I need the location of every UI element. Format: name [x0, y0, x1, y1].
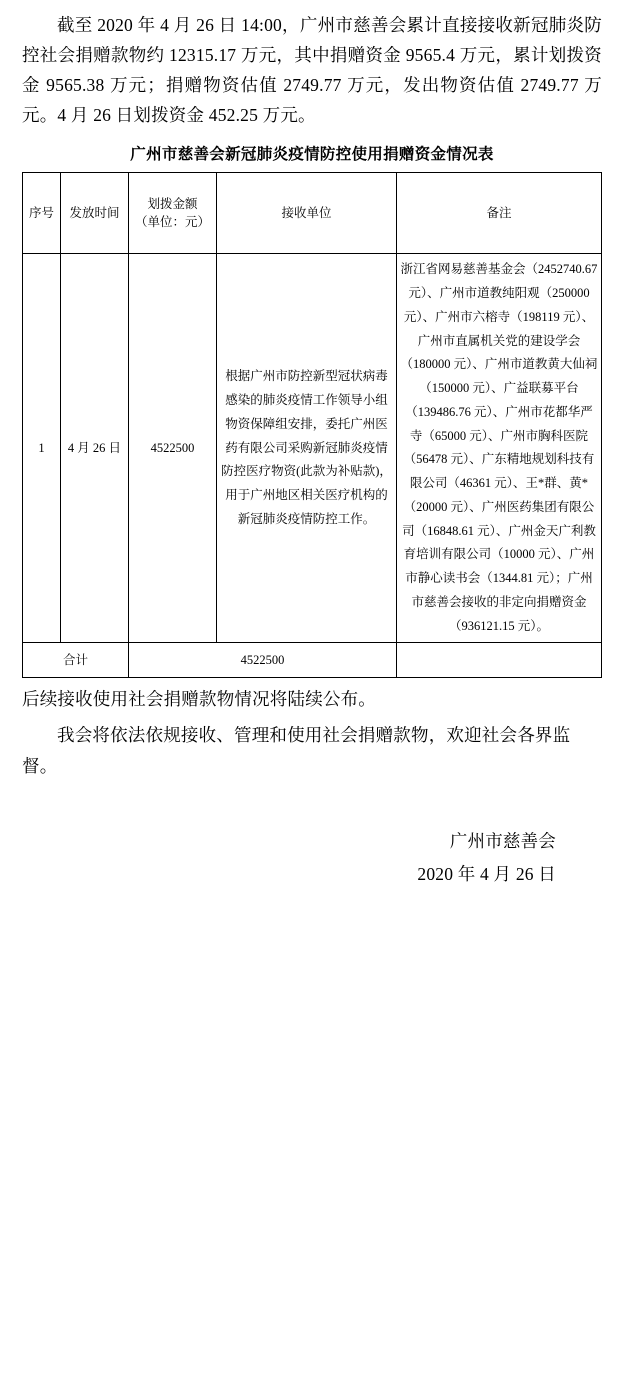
header-date: 发放时间	[61, 173, 129, 254]
table-row	[23, 254, 602, 643]
table-title: 广州市慈善会新冠肺炎疫情防控使用捐赠资金情况表	[130, 146, 494, 164]
table-header	[23, 173, 602, 254]
header-amount-line2: （单位：元）	[134, 215, 210, 230]
total-remark-empty	[397, 643, 602, 678]
signature-org: 广州市慈善会	[449, 830, 556, 851]
header-no: 序号	[23, 173, 61, 254]
header-remark: 备注	[397, 173, 602, 254]
cell-amount: 4522500	[129, 254, 217, 643]
cell-remark: 浙江省网易慈善基金会（2452740.67 元）、广州市道教纯阳观（250000 元）、广州市六榕寺（198119 元）、广州市直属机关党的建设学会（180000 元）、广州市道教黄大仙祠（150000 元）、广益联募平台（139486.76 元）、广州市花都华严寺（65000 元）、广州市胸科医院（56478 元）、广东精地规划科技有限公司（46361 元）、王*群、黄*（20000 元）、广州医药集团有限公司（16848.61 元）、广州金天广利教育培训有限公司（10000 元）、广州市静心读书会（1344.81 元）；广州市慈善会接收的非定向捐赠资金（936121.15 元）。	[397, 254, 602, 643]
signature-block	[22, 825, 602, 892]
fund-usage-table	[22, 172, 602, 678]
header-unit: 接收单位	[217, 173, 397, 254]
table-body	[23, 254, 602, 678]
cell-no: 1	[23, 254, 61, 643]
cell-date: 4 月 26 日	[61, 254, 129, 643]
closing-paragraph-2: 我会将依法依规接收、管理和使用社会捐赠款物，欢迎社会各界监督。	[22, 725, 571, 776]
intro-paragraph: 截至 2020 年 4 月 26 日 14:00，广州市慈善会累计直接接收新冠肺炎防控社会捐赠款物约 12315.17 万元，其中捐赠资金 9565.4 万元，累计划拨资金 9565.38 万元；捐赠物资估值 2749.77 万元，发出物资估值 2749.77 万元。4 月 26 日划拨资金 452.25 万元。	[22, 15, 602, 126]
cell-unit: 根据广州市防控新型冠状病毒感染的肺炎疫情工作领导小组物资保障组安排，委托广州医药有限公司采购新冠肺炎疫情防控医疗物资(此款为补贴款)，用于广州地区相关医疗机构的新冠肺炎疫情防控工作。	[217, 254, 397, 643]
header-amount-line1: 划拨金额	[147, 196, 198, 211]
total-amount: 4522500	[129, 643, 397, 678]
closing-paragraph-1: 后续接收使用社会捐赠款物情况将陆续公布。	[22, 689, 376, 710]
table-header-row	[23, 173, 602, 254]
header-amount	[129, 173, 217, 254]
table-total-row	[23, 643, 602, 678]
signature-date: 2020 年 4 月 26 日	[417, 863, 556, 884]
total-label: 合计	[23, 643, 129, 678]
